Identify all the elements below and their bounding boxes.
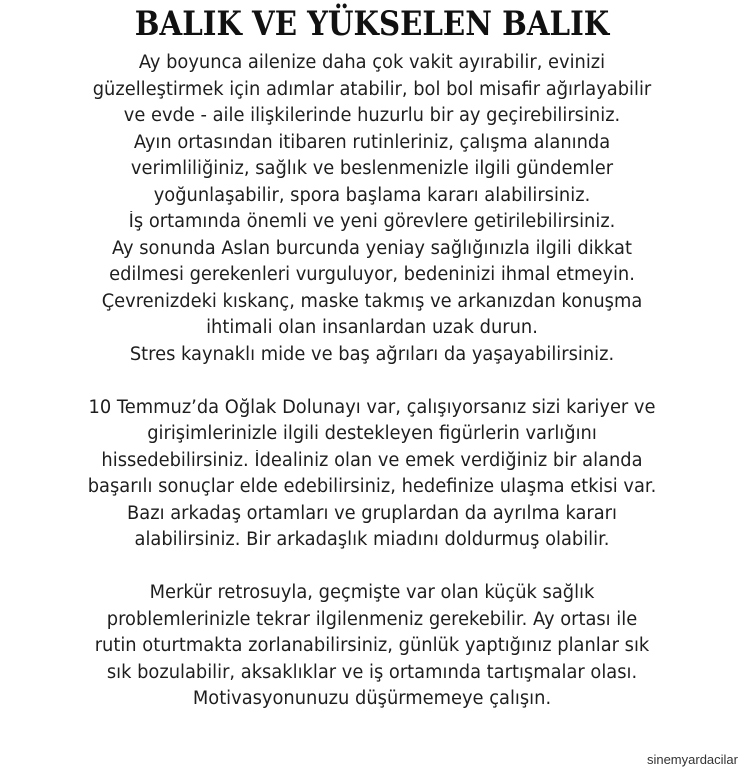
text-line: yoğunlaşabilir, spora başlama kararı alabilirsiniz.: [153, 184, 591, 206]
text-line: ve evde - aile ilişkilerinde huzurlu bir ay geçirebilirsiniz.: [123, 105, 621, 126]
text-line: Çevrenizdeki kıskanç, maske takmış ve arkanızdan konuşma: [101, 290, 643, 312]
text-line: edilmesi gerekenleri vurguluyor, bedeninizi ihmal etmeyin.: [109, 264, 635, 285]
text-line: ihtimali olan insanlardan uzak durun.: [206, 317, 538, 338]
text-line: 10 Temmuz’da Oğlak Dolunayı var, çalışıyorsanız sizi kariyer ve: [88, 396, 656, 418]
text-line: Bazı arkadaş ortamları ve gruplardan da ayrılma kararı: [127, 502, 617, 524]
text-line: Ay sonunda Aslan burcunda yeniay sağlığınızla ilgili dikkat: [112, 237, 632, 259]
text-line: hissedebilirsiniz. İdealiniz olan ve emek verdiğiniz bir alanda: [101, 449, 643, 471]
watermark: sinemyardacilar: [646, 752, 738, 767]
text-line: güzelleştirmek için adımlar atabilir, bol bol misafir ağırlayabilir: [92, 78, 652, 100]
text-line: Merkür retrosuyla, geçmişte var olan küçük sağlık: [149, 582, 595, 603]
text-line: sık bozulabilir, aksaklıklar ve iş ortamında tartışmalar olası.: [106, 661, 638, 683]
paragraph-2: [0, 395, 744, 554]
text-line: rutin oturtmakta zorlanabilirsiniz, günlük yaptığınız planlar sık: [94, 635, 650, 656]
text-line: İş ortamında önemli ve yeni görevlere getirilebilirsiniz.: [128, 211, 616, 232]
page-title: BALIK VE YÜKSELEN BALIK: [134, 4, 610, 44]
text-line: Ayın ortasından itibaren rutinleriniz, çalışma alanında: [133, 131, 611, 153]
paragraph-3: [0, 580, 744, 713]
text-line: Motivasyonunuzu düşürmemeye çalışın.: [192, 688, 552, 709]
text-line: başarılı sonuçlar elde edebilirsiniz, hedefinize ulaşma etkisi var.: [87, 476, 657, 497]
text-line: Stres kaynaklı mide ve baş ağrıları da yaşayabilirsiniz.: [129, 343, 615, 365]
paragraph-1: [0, 50, 744, 368]
text-line: Ay boyunca ailenize daha çok vakit ayırabilir, evinizi: [138, 52, 606, 73]
text-line: girişimlerinizle ilgili destekleyen figürlerin varlığını: [147, 423, 597, 444]
horoscope-text: [0, 50, 744, 713]
text-line: verimliliğiniz, sağlık ve beslenmenizle ilgili gündemler: [130, 158, 614, 179]
paragraph-spacer: [0, 368, 744, 395]
text-line: problemlerinizle tekrar ilgilenmeniz gerekebilir. Ay ortası ile: [106, 608, 638, 630]
text-line: alabilirsiniz. Bir arkadaşlık miadını doldurmuş olabilir.: [134, 529, 610, 550]
paragraph-spacer: [0, 554, 744, 581]
